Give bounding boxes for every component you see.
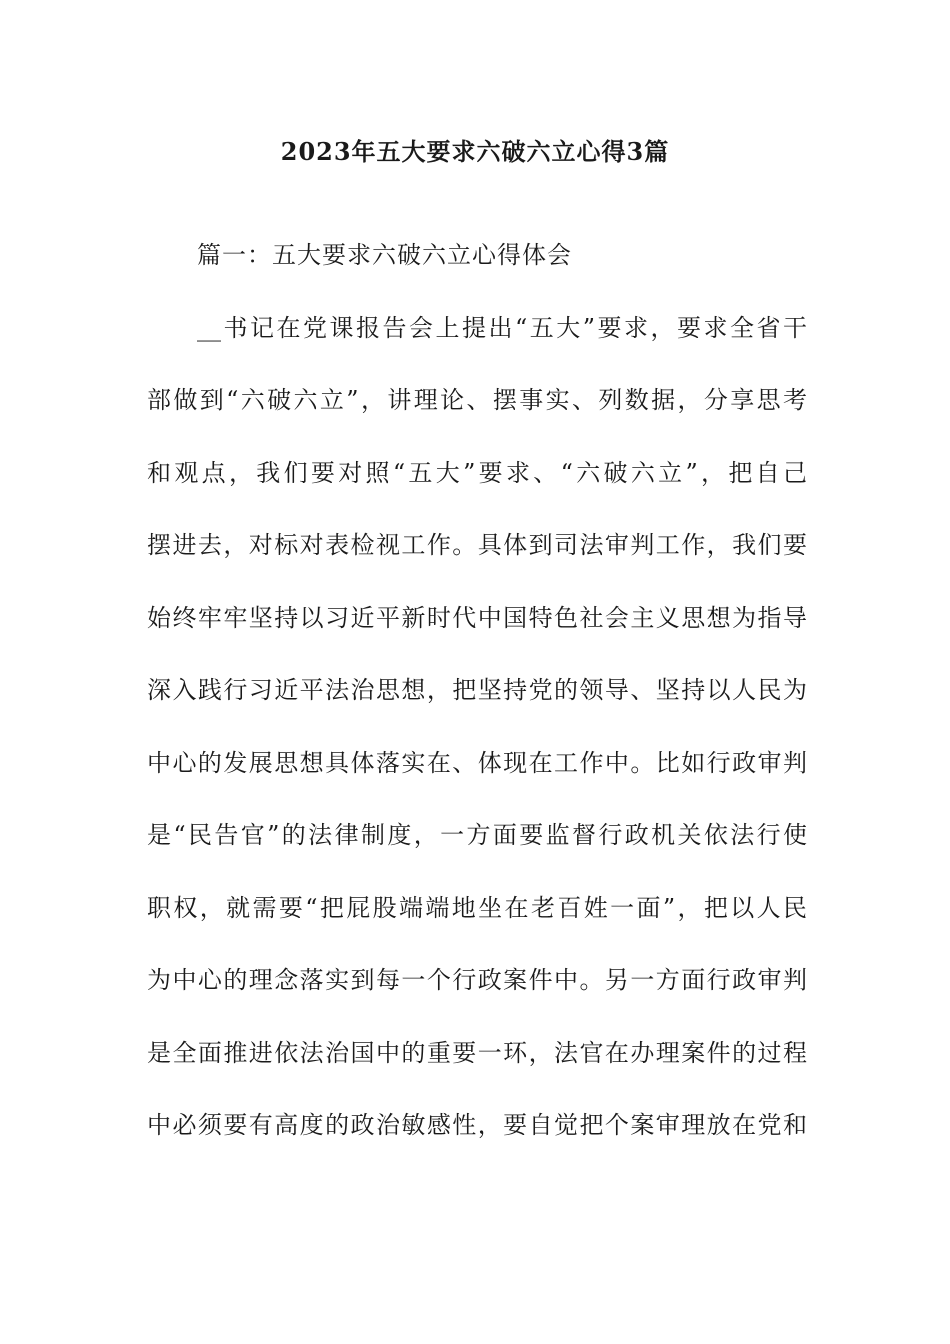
paragraph-line: 是“民告官”的法律制度，一方面要监督行政机关依法行使 — [147, 821, 807, 849]
paragraph-line: 为中心的理念落实到每一个行政案件中。另一方面行政审判 — [147, 966, 807, 994]
paragraph-line: 中心的发展思想具体落实在、体现在工作中。比如行政审判 — [147, 748, 807, 777]
paragraph-line: 职权，就需要“把屁股端端地坐在老百姓一面”，把以人民 — [147, 893, 807, 922]
paragraph-line: 深入践行习近平法治思想，把坚持党的领导、坚持以人民为 — [147, 676, 807, 704]
paragraph-line: 部做到“六破六立”，讲理论、摆事实、列数据，分享思考 — [147, 386, 807, 414]
paragraph-line: __书记在党课报告会上提出“五大”要求，要求全省干 — [197, 313, 807, 342]
document-body — [147, 233, 807, 1176]
paragraph-line: 始终牢牢坚持以习近平新时代中国特色社会主义思想为指导 — [147, 603, 807, 632]
paragraph-line: 是全面推进依法治国中的重要一环，法官在办理案件的过程 — [147, 1038, 807, 1067]
paragraph-line: 中必须要有高度的政治敏感性，要自觉把个案审理放在党和 — [147, 1111, 807, 1139]
paragraph-line: 和观点，我们要对照“五大”要求、“六破六立”，把自己 — [147, 458, 807, 487]
paragraph-line: 摆进去，对标对表检视工作。具体到司法审判工作，我们要 — [147, 531, 807, 559]
section-heading: 篇一：五大要求六破六立心得体会 — [197, 241, 572, 269]
document-title: 2023年五大要求六破六立心得3篇 — [280, 137, 670, 166]
